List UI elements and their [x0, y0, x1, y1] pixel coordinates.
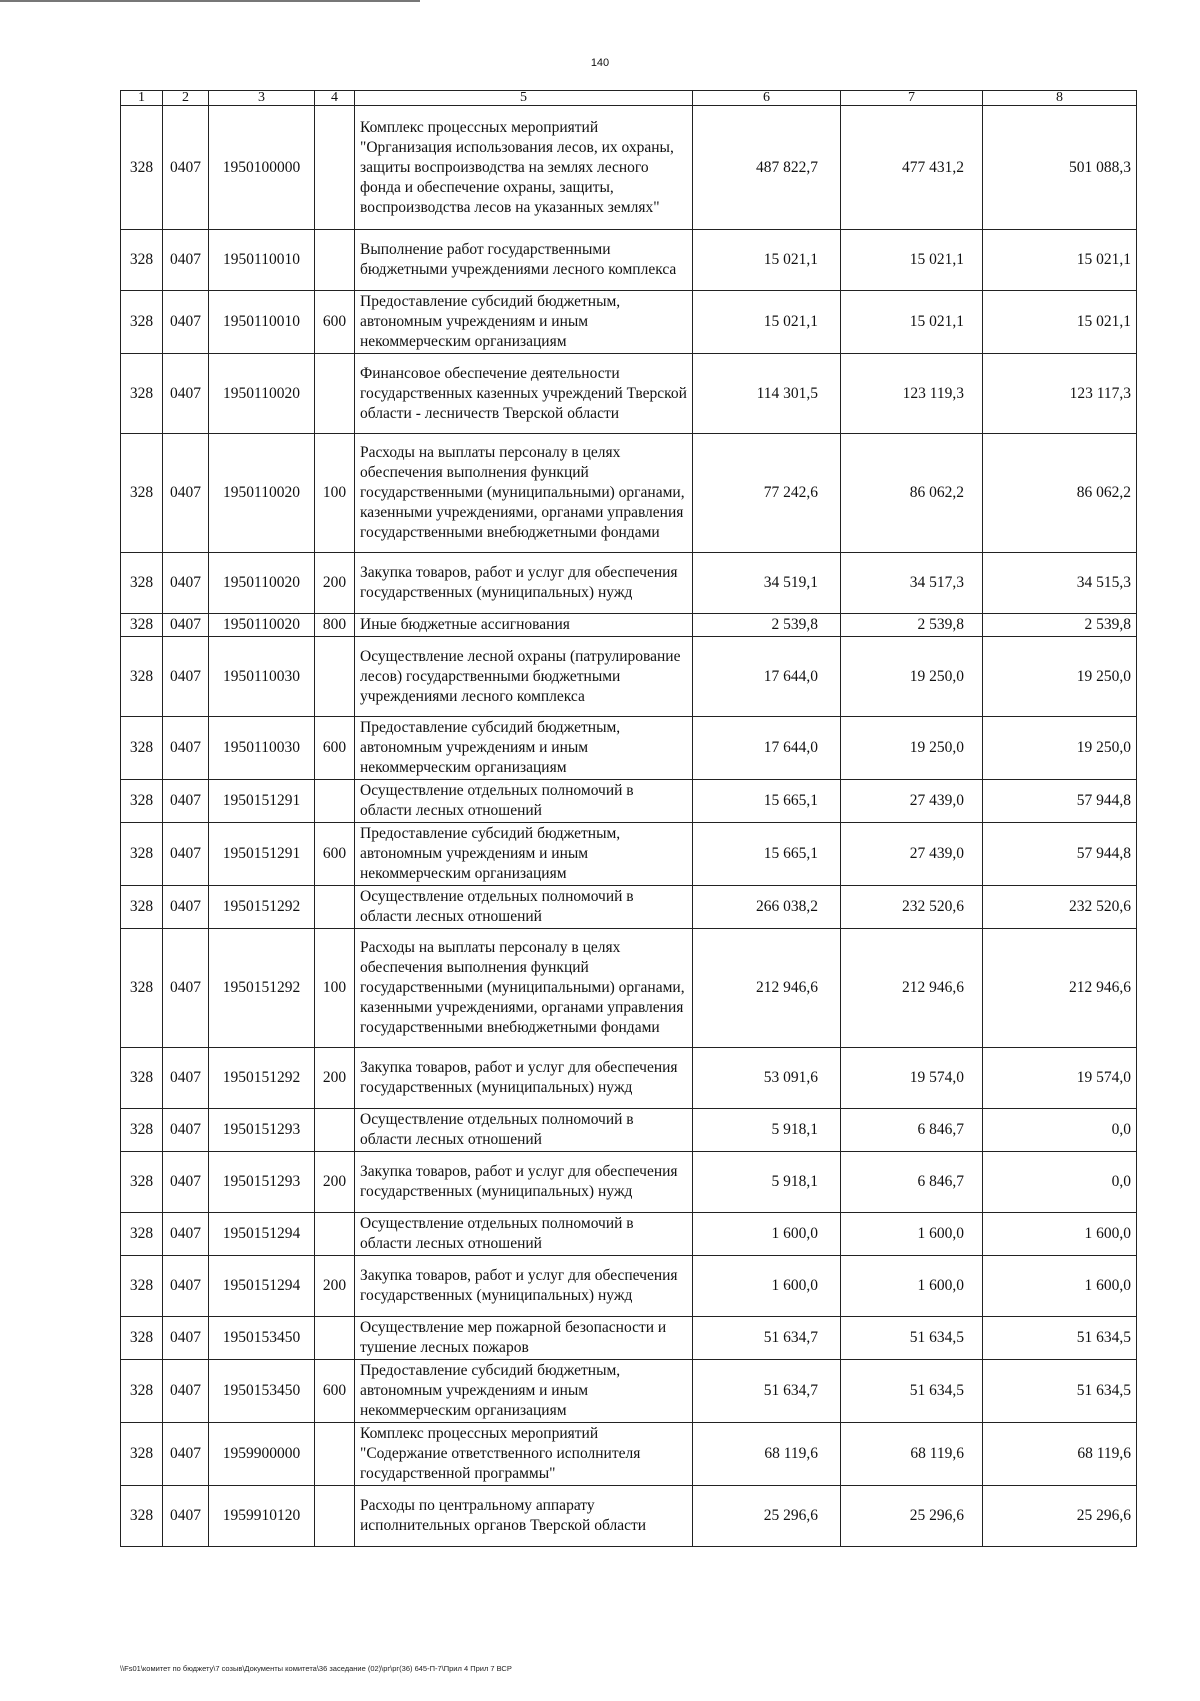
header-cell: 1	[121, 91, 163, 106]
amount-col8-cell: 15 021,1	[983, 291, 1137, 354]
header-row	[121, 91, 1137, 106]
amount-col6-cell: 487 822,7	[693, 106, 841, 230]
amount-col6-cell: 266 038,2	[693, 886, 841, 929]
description-cell: Предоставление субсидий бюджетным, автономным учреждениям и иным некоммерческим организациям	[355, 291, 693, 354]
target-article-cell: 1950151294	[209, 1213, 315, 1256]
amount-col8-cell: 68 119,6	[983, 1423, 1137, 1486]
amount-col8-cell: 15 021,1	[983, 230, 1137, 291]
table-row	[121, 886, 1137, 929]
description-cell: Предоставление субсидий бюджетным, автономным учреждениям и иным некоммерческим организациям	[355, 823, 693, 886]
header-cell: 4	[315, 91, 355, 106]
section-code-cell: 0407	[163, 823, 209, 886]
amount-col8-cell: 212 946,6	[983, 929, 1137, 1048]
description-cell: Закупка товаров, работ и услуг для обеспечения государственных (муниципальных) нужд	[355, 1048, 693, 1109]
expense-type-cell: 200	[315, 553, 355, 614]
target-article-cell: 1950153450	[209, 1317, 315, 1360]
description-cell: Комплекс процессных мероприятий "Организация использования лесов, их охраны, защиты воспроизводства на землях лесного фонда и обеспечение охраны, защиты, воспроизводства лесов на указанных землях"	[355, 106, 693, 230]
target-article-cell: 1950153450	[209, 1360, 315, 1423]
table-row	[121, 106, 1137, 230]
administrator-code-cell: 328	[121, 886, 163, 929]
section-code-cell: 0407	[163, 780, 209, 823]
amount-col6-cell: 114 301,5	[693, 354, 841, 434]
amount-col8-cell: 232 520,6	[983, 886, 1137, 929]
amount-col7-cell: 6 846,7	[841, 1109, 983, 1152]
administrator-code-cell: 328	[121, 1317, 163, 1360]
amount-col6-cell: 51 634,7	[693, 1317, 841, 1360]
amount-col8-cell: 1 600,0	[983, 1256, 1137, 1317]
target-article-cell: 1950110020	[209, 553, 315, 614]
target-article-cell: 1959900000	[209, 1423, 315, 1486]
expense-type-cell: 200	[315, 1152, 355, 1213]
amount-col7-cell: 212 946,6	[841, 929, 983, 1048]
amount-col7-cell: 27 439,0	[841, 823, 983, 886]
expense-type-cell: 600	[315, 823, 355, 886]
description-cell: Предоставление субсидий бюджетным, автономным учреждениям и иным некоммерческим организациям	[355, 717, 693, 780]
expense-type-cell: 200	[315, 1256, 355, 1317]
expense-type-cell	[315, 886, 355, 929]
amount-col6-cell: 1 600,0	[693, 1213, 841, 1256]
administrator-code-cell: 328	[121, 434, 163, 553]
administrator-code-cell: 328	[121, 1486, 163, 1547]
amount-col7-cell: 19 574,0	[841, 1048, 983, 1109]
table-body	[121, 106, 1137, 1547]
target-article-cell: 1950151292	[209, 886, 315, 929]
table-row	[121, 1486, 1137, 1547]
section-code-cell: 0407	[163, 637, 209, 717]
amount-col7-cell: 15 021,1	[841, 230, 983, 291]
target-article-cell: 1950100000	[209, 106, 315, 230]
target-article-cell: 1950110020	[209, 614, 315, 637]
section-code-cell: 0407	[163, 886, 209, 929]
amount-col8-cell: 51 634,5	[983, 1360, 1137, 1423]
description-cell: Осуществление отдельных полномочий в области лесных отношений	[355, 1213, 693, 1256]
section-code-cell: 0407	[163, 553, 209, 614]
administrator-code-cell: 328	[121, 1256, 163, 1317]
amount-col6-cell: 34 519,1	[693, 553, 841, 614]
table-row	[121, 1213, 1137, 1256]
amount-col7-cell: 51 634,5	[841, 1317, 983, 1360]
administrator-code-cell: 328	[121, 1213, 163, 1256]
budget-table	[120, 90, 1137, 1547]
description-cell: Финансовое обеспечение деятельности государственных казенных учреждений Тверской области - лесничеств Тверской области	[355, 354, 693, 434]
expense-type-cell	[315, 1109, 355, 1152]
table-row	[121, 823, 1137, 886]
administrator-code-cell: 328	[121, 780, 163, 823]
section-code-cell: 0407	[163, 106, 209, 230]
amount-col7-cell: 15 021,1	[841, 291, 983, 354]
administrator-code-cell: 328	[121, 106, 163, 230]
description-cell: Комплекс процессных мероприятий "Содержание ответственного исполнителя государственной программы"	[355, 1423, 693, 1486]
amount-col8-cell: 86 062,2	[983, 434, 1137, 553]
table-row	[121, 717, 1137, 780]
amount-col8-cell: 57 944,8	[983, 823, 1137, 886]
amount-col6-cell: 15 665,1	[693, 823, 841, 886]
expense-type-cell	[315, 1213, 355, 1256]
amount-col7-cell: 1 600,0	[841, 1256, 983, 1317]
header-cell: 3	[209, 91, 315, 106]
section-code-cell: 0407	[163, 1317, 209, 1360]
page-number: 140	[590, 57, 610, 69]
amount-col7-cell: 34 517,3	[841, 553, 983, 614]
table-row	[121, 929, 1137, 1048]
amount-col6-cell: 15 665,1	[693, 780, 841, 823]
target-article-cell: 1950151291	[209, 823, 315, 886]
expense-type-cell: 100	[315, 434, 355, 553]
header-cell: 7	[841, 91, 983, 106]
target-article-cell: 1950110030	[209, 717, 315, 780]
amount-col8-cell: 19 250,0	[983, 637, 1137, 717]
header-cell: 5	[355, 91, 693, 106]
amount-col7-cell: 68 119,6	[841, 1423, 983, 1486]
amount-col8-cell: 57 944,8	[983, 780, 1137, 823]
amount-col6-cell: 212 946,6	[693, 929, 841, 1048]
amount-col7-cell: 477 431,2	[841, 106, 983, 230]
section-code-cell: 0407	[163, 929, 209, 1048]
section-code-cell: 0407	[163, 1256, 209, 1317]
target-article-cell: 1950110020	[209, 434, 315, 553]
amount-col6-cell: 25 296,6	[693, 1486, 841, 1547]
target-article-cell: 1950151292	[209, 1048, 315, 1109]
section-code-cell: 0407	[163, 230, 209, 291]
section-code-cell: 0407	[163, 434, 209, 553]
table-row	[121, 637, 1137, 717]
description-cell: Осуществление мер пожарной безопасности и тушение лесных пожаров	[355, 1317, 693, 1360]
description-cell: Предоставление субсидий бюджетным, автономным учреждениям и иным некоммерческим организациям	[355, 1360, 693, 1423]
description-cell: Осуществление лесной охраны (патрулирование лесов) государственными бюджетными учреждениями лесного комплекса	[355, 637, 693, 717]
expense-type-cell: 600	[315, 717, 355, 780]
amount-col6-cell: 5 918,1	[693, 1109, 841, 1152]
expense-type-cell: 800	[315, 614, 355, 637]
administrator-code-cell: 328	[121, 553, 163, 614]
table-row	[121, 1048, 1137, 1109]
administrator-code-cell: 328	[121, 1152, 163, 1213]
description-cell: Осуществление отдельных полномочий в области лесных отношений	[355, 1109, 693, 1152]
section-code-cell: 0407	[163, 291, 209, 354]
administrator-code-cell: 328	[121, 717, 163, 780]
description-cell: Иные бюджетные ассигнования	[355, 614, 693, 637]
table-row	[121, 434, 1137, 553]
description-cell: Закупка товаров, работ и услуг для обеспечения государственных (муниципальных) нужд	[355, 1152, 693, 1213]
expense-type-cell	[315, 230, 355, 291]
description-cell: Выполнение работ государственными бюджетными учреждениями лесного комплекса	[355, 230, 693, 291]
description-cell: Осуществление отдельных полномочий в области лесных отношений	[355, 886, 693, 929]
description-cell: Закупка товаров, работ и услуг для обеспечения государственных (муниципальных) нужд	[355, 553, 693, 614]
administrator-code-cell: 328	[121, 1048, 163, 1109]
section-code-cell: 0407	[163, 1360, 209, 1423]
scan-edge-line	[0, 0, 420, 2]
amount-col8-cell: 0,0	[983, 1109, 1137, 1152]
amount-col6-cell: 17 644,0	[693, 637, 841, 717]
amount-col8-cell: 19 574,0	[983, 1048, 1137, 1109]
expense-type-cell	[315, 1317, 355, 1360]
description-cell: Осуществление отдельных полномочий в области лесных отношений	[355, 780, 693, 823]
description-cell: Расходы на выплаты персоналу в целях обеспечения выполнения функций государственными (муниципальными) органами, казенными учреждениями, органами управления государственными внебюджетными фондами	[355, 929, 693, 1048]
description-cell: Расходы по центральному аппарату исполнительных органов Тверской области	[355, 1486, 693, 1547]
section-code-cell: 0407	[163, 1152, 209, 1213]
amount-col6-cell: 53 091,6	[693, 1048, 841, 1109]
table-row	[121, 354, 1137, 434]
target-article-cell: 1950151292	[209, 929, 315, 1048]
amount-col7-cell: 19 250,0	[841, 717, 983, 780]
table-row	[121, 1256, 1137, 1317]
amount-col8-cell: 501 088,3	[983, 106, 1137, 230]
target-article-cell: 1959910120	[209, 1486, 315, 1547]
expense-type-cell: 200	[315, 1048, 355, 1109]
table-row	[121, 1317, 1137, 1360]
file-path-footer: \\Fs01\комитет по бюджету\7 созыв\Документы комитета\36 заседание (02)\рг\рг(36) 645-П-7\Прил 4 Прил 7 ВСР	[120, 1664, 512, 1673]
target-article-cell: 1950110010	[209, 291, 315, 354]
administrator-code-cell: 328	[121, 823, 163, 886]
table-row	[121, 1109, 1137, 1152]
expense-type-cell: 600	[315, 291, 355, 354]
section-code-cell: 0407	[163, 1486, 209, 1547]
expense-type-cell	[315, 106, 355, 230]
amount-col6-cell: 51 634,7	[693, 1360, 841, 1423]
expense-type-cell: 100	[315, 929, 355, 1048]
section-code-cell: 0407	[163, 717, 209, 780]
target-article-cell: 1950151293	[209, 1152, 315, 1213]
amount-col8-cell: 19 250,0	[983, 717, 1137, 780]
amount-col7-cell: 123 119,3	[841, 354, 983, 434]
target-article-cell: 1950110020	[209, 354, 315, 434]
header-cell: 8	[983, 91, 1137, 106]
amount-col8-cell: 34 515,3	[983, 553, 1137, 614]
amount-col6-cell: 1 600,0	[693, 1256, 841, 1317]
amount-col6-cell: 17 644,0	[693, 717, 841, 780]
amount-col7-cell: 27 439,0	[841, 780, 983, 823]
section-code-cell: 0407	[163, 614, 209, 637]
amount-col6-cell: 2 539,8	[693, 614, 841, 637]
amount-col7-cell: 232 520,6	[841, 886, 983, 929]
administrator-code-cell: 328	[121, 291, 163, 354]
table-row	[121, 1360, 1137, 1423]
table-row	[121, 1152, 1137, 1213]
expense-type-cell	[315, 1486, 355, 1547]
expense-type-cell	[315, 354, 355, 434]
target-article-cell: 1950151291	[209, 780, 315, 823]
target-article-cell: 1950110010	[209, 230, 315, 291]
amount-col6-cell: 15 021,1	[693, 291, 841, 354]
amount-col7-cell: 6 846,7	[841, 1152, 983, 1213]
administrator-code-cell: 328	[121, 929, 163, 1048]
amount-col6-cell: 77 242,6	[693, 434, 841, 553]
administrator-code-cell: 328	[121, 614, 163, 637]
expense-type-cell	[315, 637, 355, 717]
table-row	[121, 553, 1137, 614]
section-code-cell: 0407	[163, 354, 209, 434]
amount-col7-cell: 19 250,0	[841, 637, 983, 717]
section-code-cell: 0407	[163, 1213, 209, 1256]
amount-col7-cell: 25 296,6	[841, 1486, 983, 1547]
amount-col6-cell: 15 021,1	[693, 230, 841, 291]
administrator-code-cell: 328	[121, 354, 163, 434]
table-row	[121, 230, 1137, 291]
amount-col7-cell: 51 634,5	[841, 1360, 983, 1423]
amount-col8-cell: 123 117,3	[983, 354, 1137, 434]
administrator-code-cell: 328	[121, 1360, 163, 1423]
amount-col8-cell: 1 600,0	[983, 1213, 1137, 1256]
amount-col7-cell: 1 600,0	[841, 1213, 983, 1256]
header-cell: 6	[693, 91, 841, 106]
amount-col7-cell: 86 062,2	[841, 434, 983, 553]
amount-col8-cell: 25 296,6	[983, 1486, 1137, 1547]
table-row	[121, 291, 1137, 354]
description-cell: Расходы на выплаты персоналу в целях обеспечения выполнения функций государственными (муниципальными) органами, казенными учреждениями, органами управления государственными внебюджетными фондами	[355, 434, 693, 553]
administrator-code-cell: 328	[121, 1423, 163, 1486]
expense-type-cell	[315, 780, 355, 823]
target-article-cell: 1950110030	[209, 637, 315, 717]
amount-col7-cell: 2 539,8	[841, 614, 983, 637]
table-row	[121, 614, 1137, 637]
administrator-code-cell: 328	[121, 637, 163, 717]
section-code-cell: 0407	[163, 1423, 209, 1486]
amount-col8-cell: 2 539,8	[983, 614, 1137, 637]
expense-type-cell	[315, 1423, 355, 1486]
administrator-code-cell: 328	[121, 1109, 163, 1152]
table-row	[121, 780, 1137, 823]
target-article-cell: 1950151294	[209, 1256, 315, 1317]
target-article-cell: 1950151293	[209, 1109, 315, 1152]
description-cell: Закупка товаров, работ и услуг для обеспечения государственных (муниципальных) нужд	[355, 1256, 693, 1317]
amount-col6-cell: 68 119,6	[693, 1423, 841, 1486]
amount-col6-cell: 5 918,1	[693, 1152, 841, 1213]
section-code-cell: 0407	[163, 1109, 209, 1152]
expense-type-cell: 600	[315, 1360, 355, 1423]
table-row	[121, 1423, 1137, 1486]
amount-col8-cell: 51 634,5	[983, 1317, 1137, 1360]
header-cell: 2	[163, 91, 209, 106]
administrator-code-cell: 328	[121, 230, 163, 291]
section-code-cell: 0407	[163, 1048, 209, 1109]
amount-col8-cell: 0,0	[983, 1152, 1137, 1213]
